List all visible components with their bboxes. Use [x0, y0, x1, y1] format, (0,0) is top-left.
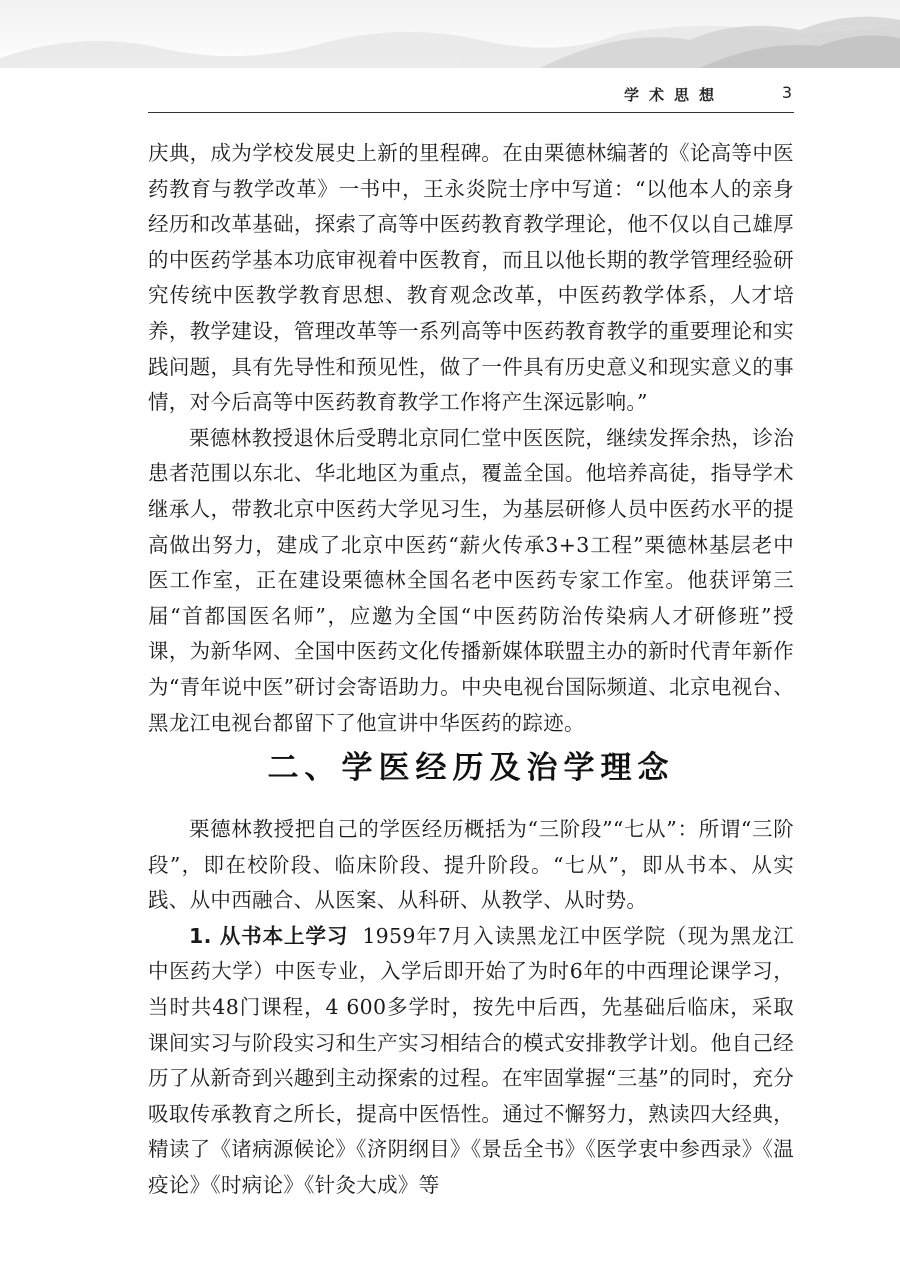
paragraph-3: 栗德林教授把自己的学医经历概括为“三阶段”“七从”：所谓“三阶段”，即在校阶段、临床阶段、提升阶段。“七从”，即从书本、从实践、从中西融合、从医案、从科研、从教学、从时势。 — [148, 817, 794, 913]
paragraph-2: 栗德林教授退休后受聘北京同仁堂中医医院，继续发挥余热，诊治患者范围以东北、华北地区为重点，覆盖全国。他培养高徒，指导学术继承人，带教北京中医药大学见习生，为基层研修人员中医药水平的提高做出努力，建成了北京中医药“薪火传承3+3工程”栗德林基层老中医工作室，正在建设栗德林全国名老中医药专家工作室。他获评第三届“首都国医名师”，应邀为全国“中医药防治传染病人才研修班”授课，为新华网、全国中医药文化传播新媒体联盟主办的新时代青年新作为“青年说中医”研讨会寄语助力。中央电视台国际频道、北京电视台、黑龙江电视台都留下了他宣讲中华医药的踪迹。 — [148, 425, 794, 735]
body-text-section — [148, 812, 794, 1204]
decorative-landscape-banner — [0, 0, 900, 68]
mountain-landscape-icon — [0, 0, 900, 68]
subsection-title: 1. 从书本上学习 — [189, 923, 349, 948]
running-header-title: 学术思想 — [623, 86, 724, 104]
running-header — [148, 80, 794, 113]
paragraph-4 — [148, 919, 794, 1204]
body-text-top — [148, 136, 794, 741]
paragraph-1: 庆典，成为学校发展史上新的里程碑。在由栗德林编著的《论高等中医药教育与教学改革》一书中，王永炎院士序中写道：“以他本人的亲身经历和改革基础，探索了高等中医药教育教学理论，他不仅以自己雄厚的中医药学基本功底审视着中医教育，而且以他长期的教学管理经验研究传统中医教学教育思想、教育观念改革，中医药教学体系，人才培养，教学建设，管理改革等一系列高等中医药教育教学的重要理论和实践问题，具有先导性和预见性，做了一件具有历史意义和现实意义的事情，对今后高等中医药教育教学工作将产生深远影响。” — [148, 141, 794, 415]
section-heading: 二、学医经历及治学理念 — [267, 750, 675, 786]
subsection-text: 1959年7月入读黑龙江中医学院（现为黑龙江中医药大学）中医专业，入学后即开始了为时6年的中西理论课学习，当时共48门课程，4 600多学时，按先中后西，先基础后临床，采取课间实习与阶段实习和生产实习相结合的模式安排教学计划。他自己经历了从新奇到兴趣到主动探索的过程。在牢固掌握“三基”的同时，充分吸取传承教育之所长，提高中医悟性。通过不懈努力，熟读四大经典，精读了《诸病源候论》《济阴纲目》《景岳全书》《医学衷中参西录》《温疫论》《时病论》《针灸大成》等 — [148, 923, 794, 1197]
page-number: 3 — [781, 83, 792, 102]
